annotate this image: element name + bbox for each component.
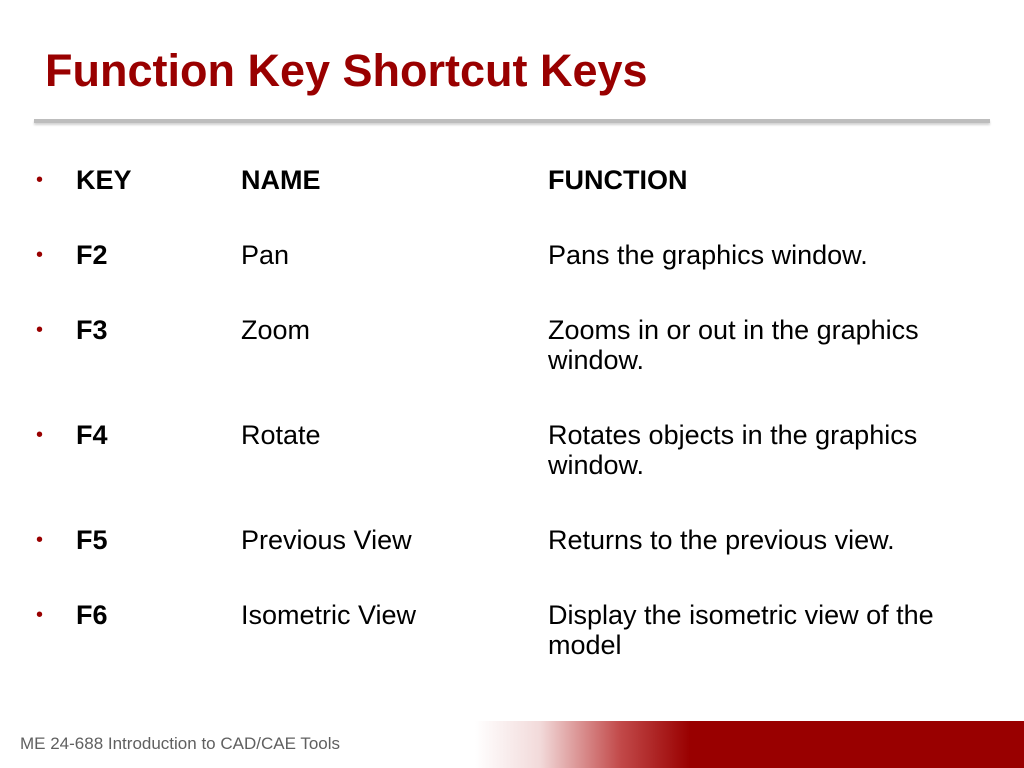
row-name: Previous View — [241, 525, 412, 555]
row-function: Zooms in or out in the graphics window. — [548, 315, 919, 375]
footer-course-label: ME 24-688 Introduction to CAD/CAE Tools — [20, 734, 341, 753]
row-name: Rotate — [241, 420, 321, 450]
row-name: Isometric View — [241, 600, 417, 630]
row-function: Rotates objects in the graphics window. — [548, 420, 918, 480]
row-key: F5 — [76, 525, 108, 555]
row-key: F3 — [76, 315, 108, 345]
row-function: Returns to the previous view. — [548, 525, 895, 555]
row-key: F4 — [76, 420, 108, 450]
row-key: F6 — [76, 600, 108, 630]
row-key: F2 — [76, 240, 108, 270]
bullet-icon: • — [36, 169, 44, 191]
title-divider — [34, 119, 990, 123]
bullet-icon: • — [36, 529, 44, 551]
row-function: Display the isometric view of the model — [548, 600, 934, 660]
row-function: Pans the graphics window. — [548, 240, 868, 270]
bullet-icon: • — [36, 604, 44, 626]
bullet-icon: • — [36, 244, 44, 266]
row-name: Zoom — [241, 315, 311, 345]
header-name: NAME — [241, 165, 321, 195]
slide-title: Function Key Shortcut Keys — [45, 45, 648, 96]
bullet-icon: • — [36, 319, 44, 341]
header-function: FUNCTION — [548, 165, 688, 195]
bullet-icon: • — [36, 424, 44, 446]
header-key: KEY — [76, 165, 132, 195]
row-name: Pan — [241, 240, 290, 270]
